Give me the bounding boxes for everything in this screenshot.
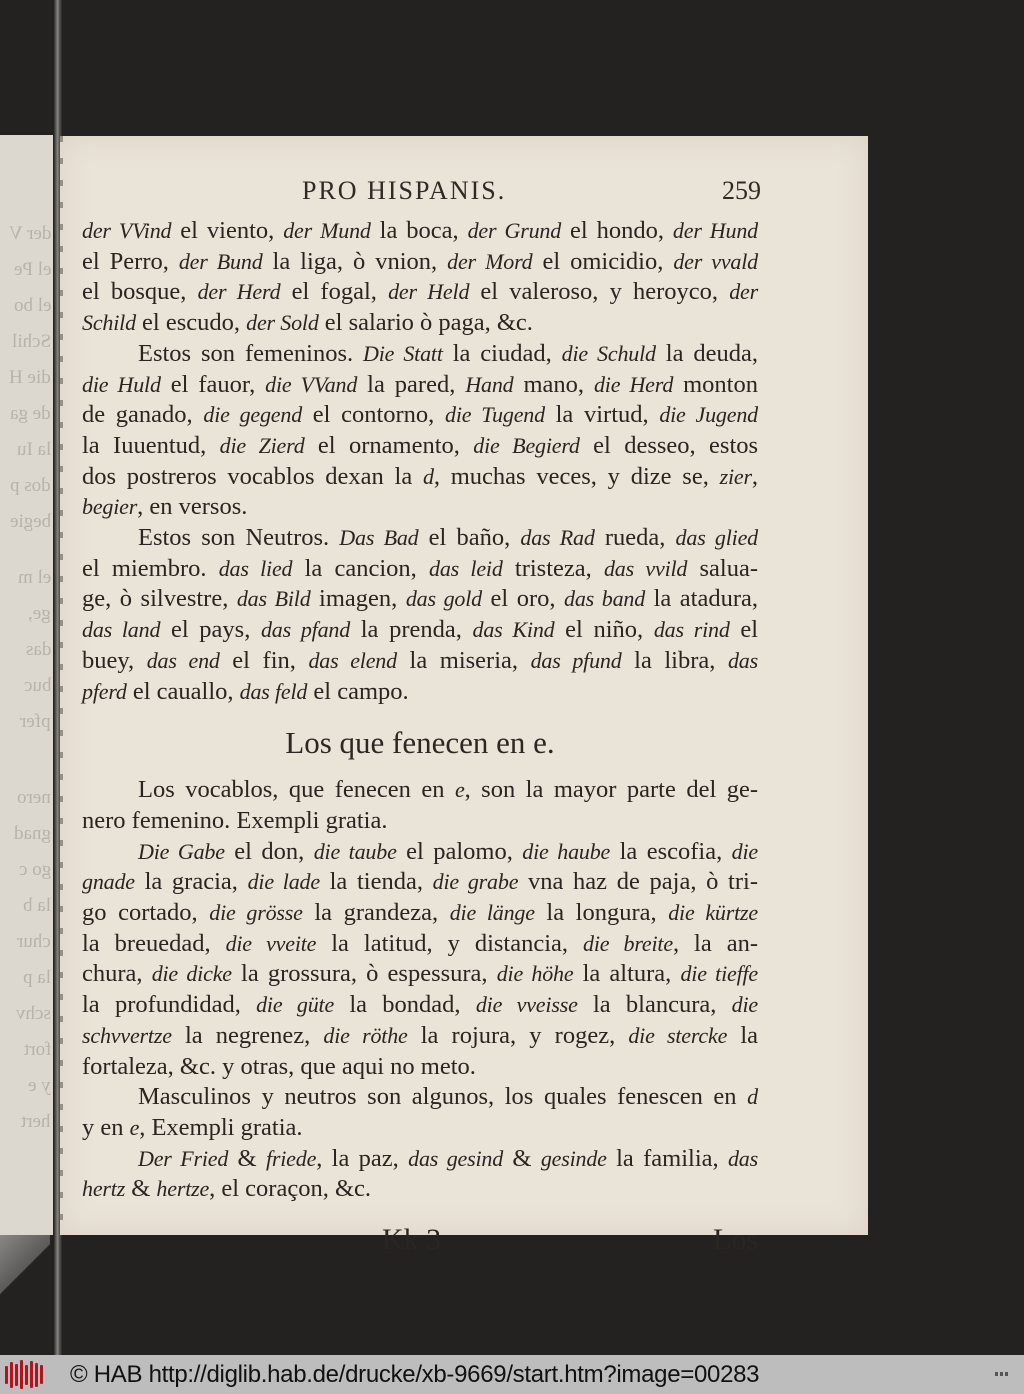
text-line: pferd el cauallo, das feld el campo. [82, 677, 409, 705]
german-term: die röthe [323, 1022, 408, 1048]
text-line: Schild el escudo, der Sold el salario ò paga, &c. [82, 309, 533, 337]
german-term: das Kind [472, 617, 555, 643]
german-term: pferd [82, 678, 127, 704]
text-line: Die Gabe el don, die taube el palomo, die haube la escofia, die [138, 837, 758, 865]
german-term: die grösse [209, 900, 303, 926]
page-content [82, 176, 761, 1275]
running-title: PRO HISPANIS. [302, 176, 507, 205]
text-line: nero femenino. Exempli gratia. [82, 806, 388, 834]
german-term: die grabe [432, 869, 519, 895]
bleed-through-text: chur [17, 931, 51, 952]
text-line: fortaleza, &c. y otras, que aqui no meto. [82, 1052, 476, 1080]
bleed-through-text: nero [17, 787, 51, 808]
german-term: die Tugend [445, 402, 545, 428]
german-term: gnade [82, 869, 135, 895]
text-line: go cortado, die grösse la grandeza, die länge la longura, die kürtze [82, 899, 759, 927]
german-term: Das Bad [339, 525, 419, 551]
german-term: die Schuld [561, 340, 656, 366]
german-term: die haube [522, 838, 611, 864]
german-term: das land [82, 617, 161, 643]
german-term: das leid [429, 555, 503, 581]
german-term: hertz [82, 1176, 126, 1202]
german-term: hertze [156, 1176, 210, 1202]
bleed-through-text: y e [28, 1075, 51, 1096]
german-term: d [747, 1084, 758, 1110]
text-line: das land el pays, das pfand la prenda, das Kind el niño, das rind el [82, 616, 758, 644]
german-term: das elend [308, 647, 397, 673]
text-line: la Iuuentud, die Zierd el ornamento, die Begierd el desseo, estos [82, 431, 759, 459]
paragraph-feminine-e-examples [82, 837, 758, 1083]
bleed-through-text: el bo [13, 295, 51, 316]
text-line: der VVind el viento, der Mund la boca, der Grund el hondo, der Hund [82, 217, 758, 244]
german-term: Der Fried [138, 1145, 229, 1171]
german-term: der Mund [283, 218, 371, 243]
german-term: die Begierd [473, 432, 580, 458]
bleed-through-text: el Pe [13, 259, 51, 280]
text-line: Los vocablos, que fenecen en e, son la mayor parte del ge- [138, 776, 759, 804]
text-line: dos postreros vocablos dexan la d, muchas veces, y dize se, zier, [82, 462, 758, 490]
german-term: die [731, 992, 758, 1018]
bleed-through-text: der V [8, 223, 51, 244]
bleed-through-text: la Iu [16, 439, 51, 460]
german-term: Die Gabe [138, 838, 225, 864]
text-line: begier, en versos. [82, 493, 248, 521]
german-term: das lied [218, 555, 293, 581]
text-line: el miembro. das lied la cancion, das leid tristeza, das vvild salua- [82, 554, 758, 582]
german-term: Hand [465, 371, 514, 397]
bleed-through-text: go c [18, 859, 51, 880]
german-term: das vvild [603, 555, 688, 581]
german-term: die kürtze [668, 900, 759, 926]
text-line: y en e, Exempli gratia. [82, 1113, 303, 1141]
catchword: Los [713, 1223, 758, 1257]
bleed-through-text: das [25, 639, 51, 660]
german-term: der Sold [246, 310, 319, 336]
german-term: das feld [239, 678, 308, 704]
text-line: Der Fried & friede, la paz, das gesind & gesinde la familia, das [138, 1144, 759, 1172]
german-term: friede [265, 1145, 317, 1171]
german-term: die dicke [151, 961, 232, 987]
german-term: das gold [405, 586, 482, 612]
text-line: de ganado, die gegend el contorno, die Tugend la virtud, die Jugend [82, 401, 758, 429]
german-term: Die Statt [363, 340, 443, 366]
bleed-through-text: die H [9, 367, 51, 388]
german-term: der Bund [178, 248, 263, 274]
german-term: der [729, 279, 758, 305]
german-term: das glied [675, 525, 758, 551]
running-head [82, 176, 761, 216]
text-line: la breuedad, die vveite la latitud, y distancia, die breite, la an- [82, 929, 759, 957]
bleed-through-text: hert [21, 1111, 51, 1132]
paragraph-feminine-examples [82, 339, 758, 523]
text-line: el Perro, der Bund la liga, ò vnion, der Mord el omicidio, der vvald [82, 247, 759, 275]
bleed-through-text: de ga [10, 403, 51, 424]
german-term: Schild [82, 310, 136, 336]
german-term: die Zierd [219, 432, 305, 458]
german-term: die stercke [628, 1022, 728, 1048]
german-term: die vveite [225, 930, 317, 956]
text-line: gnade la gracia, die lade la tienda, die grabe vna haz de paja, ò tri- [82, 868, 758, 896]
text-line: die Huld el fauor, die VVand la pared, Hand mano, die Herd monton [82, 370, 758, 398]
german-term: das end [146, 647, 220, 673]
gutter-stitch-marks [60, 136, 63, 1235]
german-term: die breite [583, 930, 673, 956]
german-term: das band [564, 586, 646, 612]
signature-mark: Kk 3 [382, 1223, 442, 1257]
bleed-through-text: fort [23, 1039, 51, 1060]
german-term: das gesind [408, 1145, 504, 1171]
german-term: die Herd [593, 371, 674, 397]
bleed-through-text: ge, [28, 603, 51, 624]
bleed-through-text: la b [23, 895, 51, 916]
german-term: die [731, 838, 758, 864]
text-line: buey, das end el fin, das elend la miseria, das pfund la libra, das [82, 646, 758, 674]
german-term: die höhe [496, 961, 574, 987]
german-term: e [129, 1114, 140, 1140]
page-footer-marks [82, 1215, 758, 1275]
text-line: hertz & hertze, el coraçon, &c. [82, 1175, 372, 1203]
copyright-url-text: © HAB http://diglib.hab.de/drucke/xb-9669/start.htm?image=00283 [70, 1361, 760, 1388]
paragraph-neuter-examples [82, 523, 758, 707]
german-term: der Herd [197, 279, 281, 305]
text-line: la profundidad, die güte la bondad, die vveisse la blancura, die [82, 991, 758, 1019]
german-term: der Grund [467, 218, 562, 243]
german-term: der vvald [673, 248, 759, 274]
text-line: schvvertze la negrenez, die röthe la rojura, y rogez, die stercke la [82, 1021, 758, 1049]
german-term: gesinde [540, 1145, 607, 1171]
german-term: das Bild [236, 586, 311, 612]
german-term: der Held [388, 279, 470, 305]
german-term: der Mord [447, 248, 533, 274]
bleed-through-text: schv [16, 1003, 51, 1024]
hab-logo-icon [5, 1360, 43, 1389]
bleed-through-text: la p [23, 967, 51, 988]
german-term: die lade [247, 869, 320, 895]
section-heading-text: Los que fenecen en e. [285, 725, 555, 761]
book-page [60, 136, 868, 1257]
german-term: schvvertze [82, 1022, 172, 1048]
text-line: chura, die dicke la grossura, ò espessura, die höhe la altura, die tieffe [82, 960, 759, 988]
german-term: die Jugend [659, 402, 758, 428]
german-term: das pfand [260, 617, 351, 643]
german-term: das pfund [530, 647, 622, 673]
text-line: ge, ò silvestre, das Bild imagen, das gold el oro, das band la atadura, [82, 585, 758, 613]
german-term: das Rad [520, 525, 595, 551]
german-term: die tieffe [680, 961, 759, 987]
paragraph-masc-neuter-d-e [82, 1082, 758, 1143]
text-line: Estos son Neutros. Das Bad el baño, das Rad rueda, das glied [138, 524, 758, 552]
german-term: das rind [653, 617, 730, 643]
german-term: das [727, 647, 758, 673]
german-term: der Hund [672, 218, 758, 243]
section-heading [82, 725, 758, 761]
german-term: begier [82, 494, 138, 520]
page-number: 259 [722, 176, 761, 205]
text-line: el bosque, der Herd el fogal, der Held el valeroso, y heroyco, der [82, 278, 758, 306]
german-term: die gegend [203, 402, 303, 428]
german-term: die Huld [82, 371, 161, 397]
previous-page-shadow [0, 1235, 50, 1315]
previous-page-edge [0, 135, 53, 1235]
bleed-through-text: begie [9, 511, 51, 532]
paragraph-masculine-examples [82, 216, 758, 339]
text-line: Masculinos y neutros son algunos, los quales fenescen en d [138, 1083, 758, 1111]
paragraph-double-form-examples [82, 1144, 758, 1205]
bleed-through-text: pfer [20, 711, 51, 732]
bleed-through-text: el m [17, 567, 51, 588]
german-term: die güte [256, 992, 335, 1018]
bleed-through-text: gnad [14, 823, 51, 844]
german-term: die länge [449, 900, 535, 926]
german-term: das [727, 1145, 759, 1171]
bleed-through-text: dos p [10, 475, 51, 496]
footer-dots-icon [995, 1372, 1008, 1376]
bleed-through-text: Schil [11, 331, 51, 352]
library-footer-bar [0, 1355, 1024, 1394]
paragraph-words-ending-e [82, 775, 758, 836]
text-line: Estos son femeninos. Die Statt la ciudad, die Schuld la deuda, [138, 339, 758, 367]
german-term: die taube [313, 838, 397, 864]
german-term: die vveisse [475, 992, 578, 1018]
german-term: zier [719, 463, 752, 489]
bleed-through-text: buc [23, 675, 51, 696]
german-term: d [423, 463, 434, 489]
german-term: e [454, 777, 465, 803]
german-term: die VVand [265, 371, 358, 397]
german-term: der VVind [82, 218, 172, 243]
